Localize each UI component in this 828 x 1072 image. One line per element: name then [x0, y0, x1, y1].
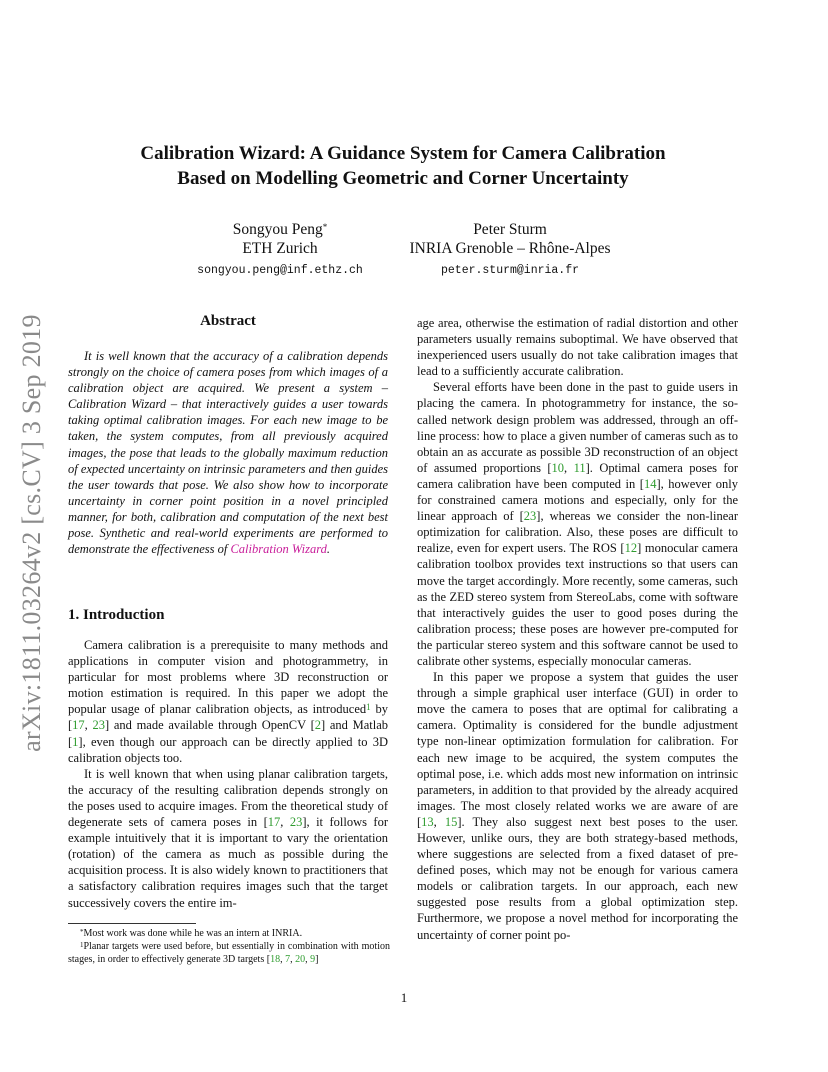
- citation-link[interactable]: 1: [72, 734, 79, 749]
- abstract-heading: Abstract: [200, 313, 256, 329]
- citation-link[interactable]: 13: [421, 814, 434, 829]
- abstract-end: .: [326, 542, 331, 557]
- author-email[interactable]: songyou.peng@inf.ethz.ch: [197, 264, 363, 277]
- right-paragraph-1: age area, otherwise the estimation of radial distortion and other parameters usually remains suboptimal. We have observed that inexperienced users usually do not take calibration images that lead to a sufficiently accurate calibration.: [417, 316, 738, 379]
- footnote-1: $^1$Planar targets were used before, but essentially in combination with motion stages, in order to effectively generate 3D targets [18, 7, 20, 9]: [68, 941, 390, 965]
- title-line-1: Calibration Wizard: A Guidance System for Camera Calibration: [140, 143, 666, 164]
- citation-link[interactable]: 20: [295, 954, 306, 965]
- citation-link[interactable]: 2: [314, 718, 322, 733]
- author-name: Peter Sturm: [473, 221, 547, 238]
- citation-link[interactable]: 14: [643, 476, 657, 491]
- citation-link[interactable]: 17: [267, 815, 281, 830]
- calibration-wizard-link[interactable]: Calibration Wizard: [230, 542, 327, 557]
- citation-link[interactable]: 17: [72, 718, 85, 733]
- arxiv-stamp: arXiv:1811.03264v2 [cs.CV] 3 Sep 2019: [17, 314, 46, 752]
- author-name: Songyou Peng: [232, 221, 323, 238]
- right-column: [417, 315, 738, 943]
- citation-link[interactable]: 18: [270, 954, 281, 965]
- title-line-2: Based on Modelling Geometric and Corner Uncertainty: [177, 168, 629, 189]
- footnotes: [68, 927, 390, 966]
- author-affiliation: INRIA Grenoble – Rhône-Alpes: [409, 240, 611, 257]
- abstract-body: It is well known that the accuracy of a calibration depends strongly on the choice of camera poses from which images of a calibration object are acquired. We present a system – Calibration Wizard – that interactively guides a user towards taking optimal calibration images. For each new image to be taken, the system computes, from all previously acquired images, the pose that leads to the globally maximum reduction of expected uncertainty on intrinsic parameters and then guides the user towards that pose. We also show how to incorporate uncertainty in corner point position in a novel principled manner, for both, calibration and computation of the next best pose. Synthetic and real-world experiments are performed to demonstrate the effectiveness of: [68, 349, 388, 557]
- intro-paragraph-2: It is well known that when using planar calibration targets, the accuracy of the resulting calibration depends strongly on the poses used to acquire images. From the theoretical study of degenerate sets of camera poses in [17, 23], it follows for example intuitively that it is important to vary the orientation (rotation) of the camera as much as possible during the acquisition process. It is also widely known to practitioners that a satisfactory calibration requires images such that the target successively covers the entire im-: [68, 766, 388, 910]
- author-affiliation: ETH Zurich: [242, 240, 318, 257]
- author-mark: *: [322, 222, 328, 232]
- citation-link[interactable]: 15: [444, 814, 458, 829]
- citation-link[interactable]: 10: [551, 460, 565, 475]
- abstract-text: [68, 348, 388, 557]
- citation-link[interactable]: 12: [624, 541, 638, 556]
- citation-link[interactable]: 23: [92, 718, 105, 733]
- footnote-divider: [68, 923, 196, 924]
- right-paragraph-3: In this paper we propose a system that guides the user through a simple graphical user interface (GUI) in order to move the camera to poses that are optimal for calibrating a camera. Optimality is considered for the bundle adjustment type non-linear optimization formulation for calibration. For each new image to be acquired, the system computes the optimal pose, i.e. which adds most new information on intrinsic parameters, in addition to that provided by the already acquired images. The most closely related works we are aware of are [13, 15]. They also suggest next best poses to the user. However, unlike ours, they are both strategy-based methods, where suggestions are selected from a fixed dataset of pre-defined poses, which may not be enough for various camera models or calibration targets. In our approach, each new suggested pose results from a global optimization step. Furthermore, we propose a novel method for incorporating the uncertainty of corner point po-: [417, 670, 738, 942]
- section-heading-introduction: 1. Introduction: [68, 607, 165, 623]
- citation-link[interactable]: 7: [285, 954, 291, 965]
- citation-link[interactable]: 11: [573, 460, 586, 475]
- left-column: [68, 637, 388, 911]
- citation-link[interactable]: 9: [310, 954, 316, 965]
- page-number: 1: [400, 990, 408, 1005]
- paper-title: [100, 141, 706, 191]
- citation-link[interactable]: 23: [523, 509, 537, 524]
- right-paragraph-2: Several efforts have been done in the past to guide users in placing the camera. In photogrammetry for instance, the so-called network design problem was addressed, through an off-line process: how to place a given number of cameras such as to obtain an as accurate as possible 3D reconstruction of an object of assumed proportions [10, 11]. Optimal camera poses for camera calibration have been computed in [14], however only for constrained camera motions and especially, only for the linear approach of [23], whereas we consider the non-linear optimization for calibration. Also, these poses are difficult to realize, even for expert users. The ROS [12] monocular camera calibration toolbox provides text instructions so that users can move the target accordingly. More recently, some cameras, such as the ZED stereo system from StereoLabs, come with software that interactively guides the user to good poses during the calibration process; these poses are however pre-computed for the particular stereo system and this software cannot be used to calibrate other systems, especially monocular cameras.: [417, 380, 739, 668]
- author-block-1: [160, 220, 400, 280]
- citation-link[interactable]: 23: [289, 815, 303, 830]
- footnote-star: *Most work was done while he was an intern at INRIA.: [80, 928, 303, 939]
- author-email[interactable]: peter.sturm@inria.fr: [440, 264, 580, 277]
- footnote-ref-1[interactable]: 1: [366, 702, 371, 713]
- intro-paragraph-1: Camera calibration is a prerequisite to many methods and applications in computer vision and photogrammetry, in particular for most problems where 3D reconstruction or motion estimation is required. In this paper we adopt the popular usage of planar calibration objects, as introduced$^1$ by [17, 23] and made available through OpenCV [2] and Matlab [1], even though our approach can be directly applied to 3D calibration objects too.: [68, 638, 389, 765]
- author-block-2: [390, 220, 630, 280]
